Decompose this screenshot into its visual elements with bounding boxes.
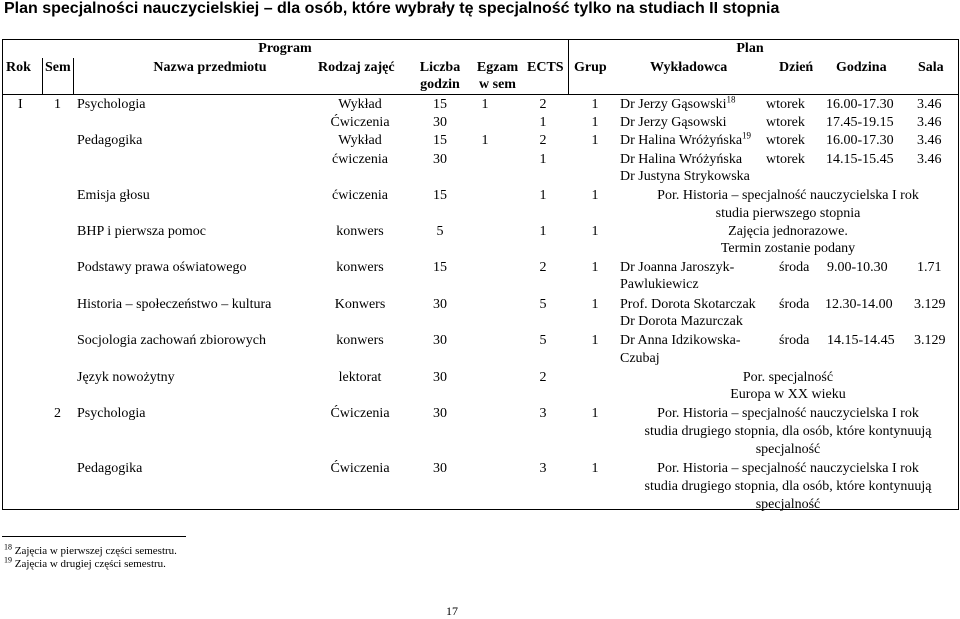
cell-wykladowca: Dr Joanna Jaroszyk- bbox=[620, 260, 735, 275]
col-line bbox=[568, 39, 569, 94]
cell-sala: 3.46 bbox=[917, 115, 942, 130]
header-rok: Rok bbox=[6, 60, 31, 75]
cell-dzien: wtorek bbox=[766, 152, 805, 167]
cell-dzien: środa bbox=[779, 333, 810, 348]
cell-ects: 2 bbox=[539, 97, 547, 112]
header-godzina: Godzina bbox=[836, 60, 887, 75]
cell-note-2: Termin zostanie podany bbox=[720, 241, 856, 256]
cell-note: Zajęcia jednorazowe. bbox=[728, 224, 848, 239]
cell-ects: 2 bbox=[539, 260, 547, 275]
cell-rodzaj: Ćwiczenia bbox=[330, 115, 390, 130]
cell-grup: 1 bbox=[591, 97, 599, 112]
cell-ects: 1 bbox=[539, 188, 547, 203]
footnote-19: $^{19}$ Zajęcia w drugiej części semestru. bbox=[4, 555, 166, 570]
cell-wykladowca: Dr Halina Wróżyńska bbox=[620, 152, 743, 167]
cell-sala: 3.46 bbox=[917, 97, 942, 112]
cell-grup: 1 bbox=[591, 333, 599, 348]
col-line bbox=[42, 58, 43, 94]
cell-liczba: 30 bbox=[433, 461, 447, 476]
cell-wykladowca: Prof. Dorota Skotarczak bbox=[620, 297, 756, 312]
cell-godzina: 14.15-14.45 bbox=[827, 333, 895, 348]
cell-grup: 1 bbox=[591, 406, 599, 421]
cell-liczba: 30 bbox=[433, 297, 447, 312]
cell-note-2: studia drugiego stopnia, dla osób, które kontynuują bbox=[644, 424, 932, 439]
cell-dzien: wtorek bbox=[766, 115, 805, 130]
cell-nazwa: Język nowożytny bbox=[77, 370, 175, 385]
cell-liczba: 15 bbox=[433, 133, 447, 148]
cell-ects: 2 bbox=[539, 370, 547, 385]
cell-sem: 2 bbox=[54, 406, 61, 421]
table-border-top bbox=[2, 39, 959, 40]
cell-dzien: wtorek bbox=[766, 133, 805, 148]
col-line bbox=[958, 39, 959, 510]
cell-ects: 3 bbox=[539, 406, 547, 421]
cell-grup: 1 bbox=[591, 224, 599, 239]
cell-sala: 1.71 bbox=[917, 260, 942, 275]
footnote-ref: 18 bbox=[726, 94, 736, 105]
cell-ects: 1 bbox=[539, 115, 547, 130]
cell-nazwa: Pedagogika bbox=[77, 461, 143, 476]
cell-godzina: 14.15-15.45 bbox=[826, 152, 894, 167]
cell-dzien: wtorek bbox=[766, 97, 805, 112]
cell-wykladowca-2: Pawlukiewicz bbox=[620, 277, 699, 292]
cell-grup: 1 bbox=[591, 133, 599, 148]
cell-godzina: 12.30-14.00 bbox=[825, 297, 893, 312]
header-sem: Sem bbox=[45, 60, 71, 75]
cell-note: Por. Historia – specjalność nauczycielska I rok bbox=[657, 188, 919, 203]
header-ects: ECTS bbox=[527, 60, 564, 75]
header-egzam: Egzam bbox=[476, 60, 519, 75]
header-bottom-line bbox=[2, 94, 959, 95]
cell-godzina: 17.45-19.15 bbox=[826, 115, 894, 130]
cell-liczba: 30 bbox=[433, 115, 447, 130]
cell-rodzaj: konwers bbox=[336, 260, 384, 275]
cell-ects: 5 bbox=[539, 297, 547, 312]
page-number: 17 bbox=[446, 604, 458, 618]
header-wykladowca: Wykładowca bbox=[650, 60, 728, 75]
cell-liczba: 15 bbox=[433, 188, 447, 203]
cell-liczba: 30 bbox=[433, 370, 447, 385]
cell-ects: 5 bbox=[539, 333, 547, 348]
cell-liczba: 15 bbox=[433, 97, 447, 112]
cell-grup: 1 bbox=[591, 188, 599, 203]
cell-liczba: 15 bbox=[433, 260, 447, 275]
cell-nazwa: Psychologia bbox=[77, 406, 146, 421]
cell-ects: 1 bbox=[539, 224, 547, 239]
cell-ects: 1 bbox=[539, 152, 547, 167]
header-dzien: Dzień bbox=[779, 60, 814, 75]
header-godzin: godzin bbox=[420, 77, 460, 92]
cell-wykladowca-2: Dr Justyna Strykowska bbox=[620, 169, 750, 184]
cell-egzam: 1 bbox=[481, 97, 489, 112]
cell-rodzaj: konwers bbox=[336, 224, 384, 239]
cell-wykladowca: Dr Jerzy Gąsowski bbox=[620, 115, 727, 130]
cell-rodzaj: lektorat bbox=[338, 370, 382, 385]
cell-nazwa: Historia – społeczeństwo – kultura bbox=[77, 297, 272, 312]
cell-godzina: 16.00-17.30 bbox=[826, 133, 894, 148]
cell-ects: 2 bbox=[539, 133, 547, 148]
header-rodzaj: Rodzaj zajęć bbox=[318, 60, 395, 75]
cell-note-2: Europa w XX wieku bbox=[730, 387, 846, 402]
cell-liczba: 5 bbox=[436, 224, 444, 239]
cell-sala: 3.46 bbox=[917, 152, 942, 167]
cell-rodzaj: Wykład bbox=[338, 97, 382, 112]
cell-dzien: środa bbox=[779, 297, 810, 312]
cell-note-2: studia drugiego stopnia, dla osób, które kontynuują bbox=[644, 479, 932, 494]
cell-rodzaj: Ćwiczenia bbox=[330, 461, 390, 476]
col-line bbox=[73, 58, 74, 94]
cell-note: Por. Historia – specjalność nauczycielska I rok bbox=[657, 406, 919, 421]
header-wsem: w sem bbox=[479, 77, 516, 92]
header-plan: Plan bbox=[736, 41, 764, 56]
header-program: Program bbox=[258, 41, 312, 56]
header-nazwa: Nazwa przedmiotu bbox=[153, 60, 267, 75]
cell-ects: 3 bbox=[539, 461, 547, 476]
cell-sala: 3.129 bbox=[914, 297, 946, 312]
cell-sala: 3.129 bbox=[914, 333, 946, 348]
cell-grup: 1 bbox=[591, 115, 599, 130]
cell-wykladowca: Dr Halina Wróżyńska$^{19}$ bbox=[620, 130, 752, 148]
cell-wykladowca: Dr Jerzy Gąsowski$^{18}$ bbox=[620, 94, 736, 112]
cell-grup: 1 bbox=[591, 260, 599, 275]
cell-wykladowca: Dr Anna Idzikowska- bbox=[620, 333, 741, 348]
footnote-separator bbox=[2, 536, 186, 537]
cell-liczba: 30 bbox=[433, 333, 447, 348]
cell-dzien: środa bbox=[779, 260, 810, 275]
cell-rodzaj: Wykład bbox=[338, 133, 382, 148]
cell-nazwa: Emisja głosu bbox=[77, 188, 150, 203]
cell-grup: 1 bbox=[591, 461, 599, 476]
header-sala: Sala bbox=[918, 60, 944, 75]
cell-liczba: 30 bbox=[433, 152, 447, 167]
cell-godzina: 16.00-17.30 bbox=[826, 97, 894, 112]
footnote-18: $^{18}$ Zajęcia w pierwszej części semestru. bbox=[4, 542, 177, 557]
cell-wykladowca-2: Dr Dorota Mazurczak bbox=[620, 314, 743, 329]
cell-nazwa: Pedagogika bbox=[77, 133, 143, 148]
page-title: Plan specjalności nauczycielskiej – dla osób, które wybrały tę specjalność tylko na studiach II stopnia bbox=[4, 0, 780, 17]
cell-nazwa: BHP i pierwsza pomoc bbox=[77, 224, 206, 239]
cell-nazwa: Podstawy prawa oświatowego bbox=[77, 260, 247, 275]
cell-rok: I bbox=[18, 97, 23, 112]
cell-note-2: studia pierwszego stopnia bbox=[715, 206, 861, 221]
cell-egzam: 1 bbox=[481, 133, 489, 148]
cell-rodzaj: Konwers bbox=[334, 297, 386, 312]
cell-rodzaj: Ćwiczenia bbox=[330, 406, 390, 421]
cell-rodzaj: ćwiczenia bbox=[332, 188, 388, 203]
cell-godzina: 9.00-10.30 bbox=[827, 260, 888, 275]
cell-liczba: 30 bbox=[433, 406, 447, 421]
cell-nazwa: Psychologia bbox=[77, 97, 146, 112]
cell-wykladowca-2: Czubaj bbox=[620, 351, 660, 366]
cell-note: Por. Historia – specjalność nauczycielska I rok bbox=[657, 461, 919, 476]
cell-note-3: specjalność bbox=[755, 442, 821, 457]
cell-rodzaj: konwers bbox=[336, 333, 384, 348]
cell-note-3: specjalność bbox=[755, 497, 821, 512]
header-liczba: Liczba bbox=[419, 60, 461, 75]
cell-grup: 1 bbox=[591, 297, 599, 312]
cell-rodzaj: ćwiczenia bbox=[332, 152, 388, 167]
cell-sala: 3.46 bbox=[917, 133, 942, 148]
cell-note: Por. specjalność bbox=[742, 370, 834, 385]
header-grup: Grup bbox=[574, 60, 607, 75]
footnote-ref: 19 bbox=[742, 130, 752, 141]
col-line bbox=[2, 39, 3, 510]
cell-sem: 1 bbox=[54, 97, 61, 112]
cell-nazwa: Socjologia zachowań zbiorowych bbox=[77, 333, 266, 348]
